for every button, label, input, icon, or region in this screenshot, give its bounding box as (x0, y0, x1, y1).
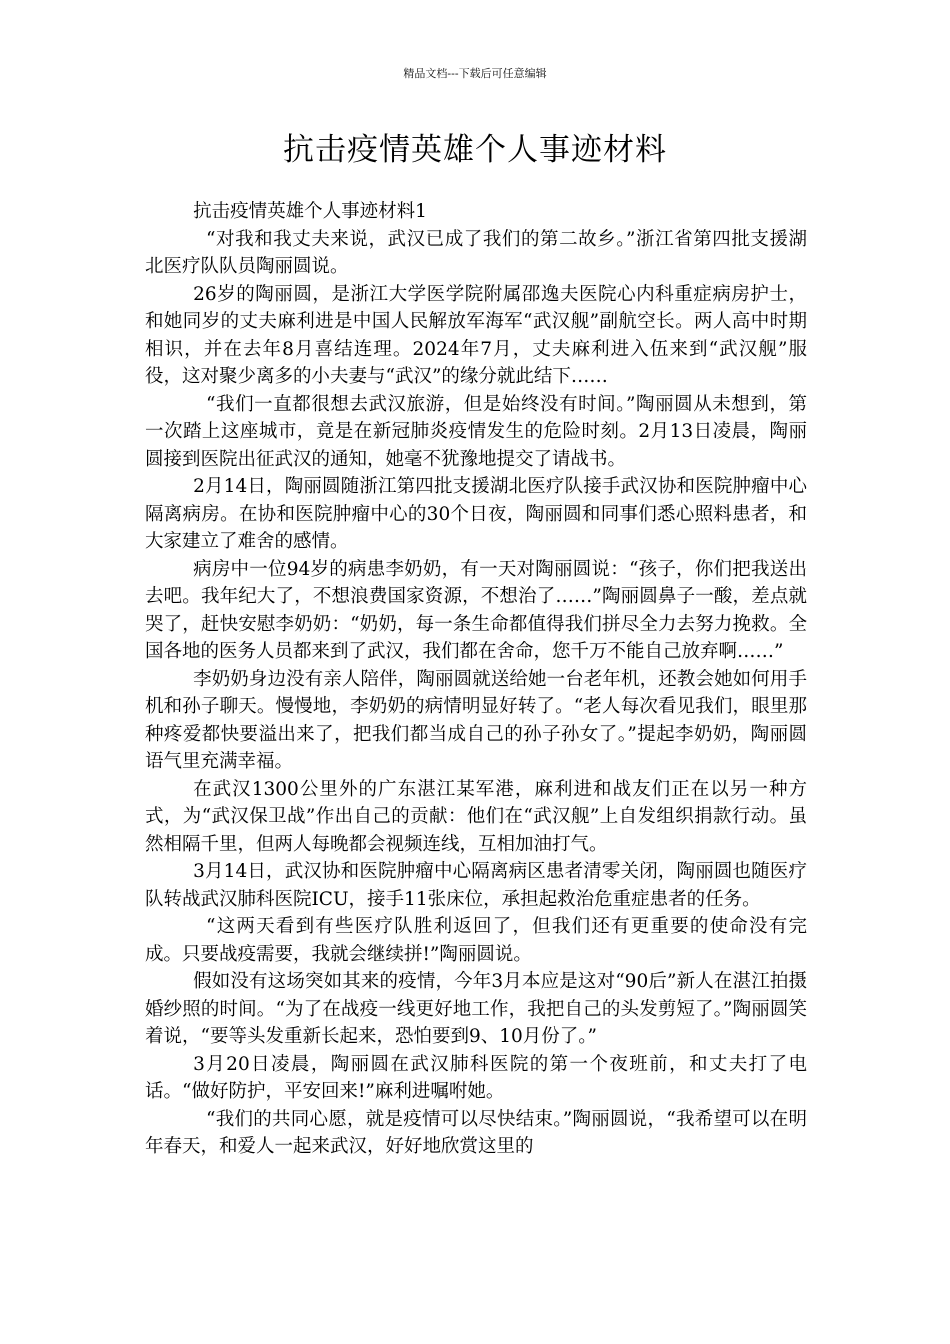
paragraph: “这两天看到有些医疗队胜利返回了，但我们还有更重要的使命没有完成。只要战疫需要，我就会继续拼!”陶丽圆说。 (145, 916, 807, 965)
paragraph: 26岁的陶丽圆，是浙江大学医学院附属邵逸夫医院心内科重症病房护士，和她同岁的丈夫麻利进是中国人民解放军海军“武汉舰”副航空长。两人高中时期相识，并在去年8月喜结连理。2024年7月，丈夫麻利进入伍来到“武汉舰”服役，这对聚少离多的小夫妻与“武汉”的缘分就此结下…… (145, 283, 807, 387)
page-header: 精品文档---下载后可任意编辑 (403, 67, 547, 80)
paragraph: 病房中一位94岁的病患李奶奶，有一天对陶丽圆说：“孩子，你们把我送出去吧。我年纪大了，不想浪费国家资源，不想治了……”陶丽圆鼻子一酸，差点就哭了，赶快安慰李奶奶：“奶奶，每一条生命都值得我们拼尽全力去努力挽救。全国各地的医务人员都来到了武汉，我们都在舍命，您千万不能自己放弃啊……” (145, 558, 807, 662)
paragraph: 假如没有这场突如其来的疫情，今年3月本应是这对“90后”新人在湛江拍摄婚纱照的时间。“为了在战疫一线更好地工作，我把自己的头发剪短了。”陶丽圆笑着说，“要等头发重新长起来，恐怕要到9、10月份了。” (145, 971, 807, 1047)
section-heading: 抗击疫情英雄个人事迹材料1 (193, 201, 427, 222)
paragraph: 2月14日，陶丽圆随浙江第四批支援湖北医疗队接手武汉协和医院肿瘤中心隔离病房。在协和医院肿瘤中心的30个日夜，陶丽圆和同事们悉心照料患者，和大家建立了难舍的感情。 (145, 476, 807, 552)
paragraph: 李奶奶身边没有亲人陪伴，陶丽圆就送给她一台老年机，还教会她如何用手机和孙子聊天。慢慢地，李奶奶的病情明显好转了。“老人每次看见我们，眼里那种疼爱都快要溢出来了，把我们都当成自己的孙子孙女了。”提起李奶奶，陶丽圆语气里充满幸福。 (145, 668, 807, 772)
paragraph: “我们一直都很想去武汉旅游，但是始终没有时间。”陶丽圆从未想到，第一次踏上这座城市，竟是在新冠肺炎疫情发生的危险时刻。2月13日凌晨，陶丽圆接到医院出征武汉的通知，她毫不犹豫地提交了请战书。 (145, 393, 807, 470)
paragraph: 3月14日，武汉协和医院肿瘤中心隔离病区患者清零关闭，陶丽圆也随医疗队转战武汉肺科医院ICU，接手11张床位，承担起救治危重症患者的任务。 (145, 861, 807, 910)
document-body (145, 198, 807, 1161)
document-title: 抗击疫情英雄个人事迹材料 (283, 132, 667, 168)
paragraph: “我们的共同心愿，就是疫情可以尽快结束。”陶丽圆说，“我希望可以在明年春天，和爱人一起来武汉，好好地欣赏这里的 (145, 1108, 807, 1157)
paragraph: 3月20日凌晨，陶丽圆在武汉肺科医院的第一个夜班前，和丈夫打了电话。“做好防护，平安回来!”麻利进嘱咐她。 (145, 1053, 807, 1102)
paragraph: “对我和我丈夫来说，武汉已成了我们的第二故乡。”浙江省第四批支援湖北医疗队队员陶丽圆说。 (145, 228, 807, 277)
paragraph: 在武汉1300公里外的广东湛江某军港，麻利进和战友们正在以另一种方式，为“武汉保卫战”作出自己的贡献：他们在“武汉舰”上自发组织捐款行动。虽然相隔千里，但两人每晚都会视频连线，互相加油打气。 (145, 778, 807, 855)
